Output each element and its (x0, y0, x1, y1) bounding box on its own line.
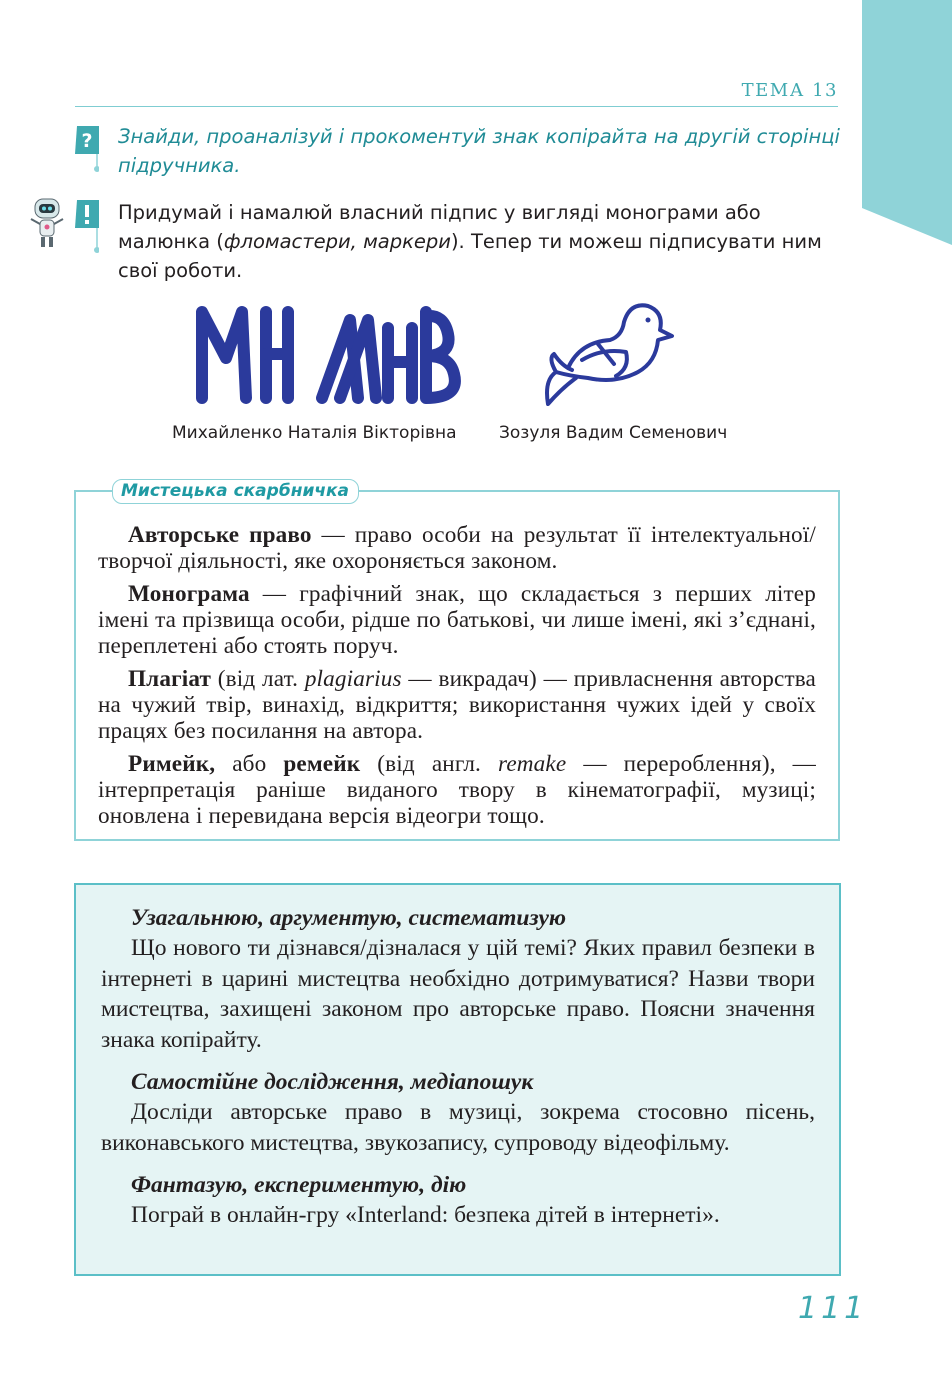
summary-heading-research: Самостійне дослідження, медіапошук (131, 1069, 534, 1095)
definition-copyright (98, 522, 816, 574)
question-task-text: Знайди, проаналізуй і прокоментуй знак копірайта на другій сторінці підручника. (118, 125, 840, 177)
term-remake-2: ремейк (283, 751, 361, 777)
question-mark-icon (75, 124, 99, 184)
term-remake-1: Римейк, (128, 751, 216, 777)
monogram-signature-image (190, 298, 465, 410)
definition-plagiarism-open: (від лат. (211, 666, 305, 692)
definition-plagiarism (98, 666, 816, 744)
definition-monogram-text: — графічний знак, що складається з перших літер імені та прізвища особи, рідше по батькові, чи лише імені, які з’єднані, переплетені або стоять поруч. (98, 581, 816, 659)
definition-remake-text: — перероблення), — інтерпретація раніше виданого твору в кінематографії, музиці; оновлена і перевидана версія відеогри тощо. (98, 751, 816, 829)
robot-mascot-icon (25, 197, 69, 251)
definition-monogram (98, 581, 816, 659)
svg-text:?: ? (81, 130, 93, 152)
definition-copyright-text: — право особи на результат її інтелектуальної/творчої діяльності, яке охороняється законом. (98, 522, 816, 574)
summary-heading-generalize: Узагальнюю, аргументую, систематизую (131, 905, 567, 931)
term-monogram: Монограма (128, 581, 250, 607)
summary-text-fantasize: Пограй в онлайн-гру «Interland: безпека дітей в інтернеті». (131, 1202, 720, 1228)
definition-remake-or: або (215, 751, 284, 777)
practical-task (75, 198, 845, 285)
topic-label: ТЕМА 13 (741, 80, 838, 101)
signature-caption-2: Зозуля Вадим Семенович (499, 423, 728, 443)
definition-plagiarism-text: — викрадач) — привласнення авторства на чужий твір, винахід, відкриття; використання чужих ідей у своїх працях без посилання на автора. (98, 666, 816, 744)
term-plagiarism: Плагіат (128, 666, 212, 692)
definition-remake-open: (від англ. (360, 751, 499, 777)
summary-text-research: Досліди авторське право в музиці, зокрема стосовно пісень, виконавського мистецтва, звукозапису, супроводу відеофільму. (101, 1099, 815, 1156)
practical-task-text-emphasis: фломастери, маркери (223, 230, 451, 253)
practical-task-text (118, 198, 845, 285)
exclamation-mark-icon (75, 200, 99, 260)
signature-caption-1: Михайленко Наталія Вікторівна (172, 423, 457, 443)
art-treasury-box (74, 481, 840, 841)
practical-task-text-part-2: ). Тепер ти можеш підписувати ним свої роботи. (118, 230, 822, 282)
term-remake-english: remake (498, 751, 567, 777)
term-plagiarism-latin: plagiarius (304, 666, 402, 692)
header-rule (75, 106, 838, 107)
summary-box (74, 883, 841, 1276)
page-number: 111 (798, 1291, 868, 1326)
practical-task-text-part-1: Придумай і намалюй власний підпис у вигляді монограми або малюнка ( (118, 201, 761, 253)
summary-text-generalize: Що нового ти дізнався/дізналася у цій темі? Яких правил безпеки в інтернеті в царині мистецтва необхідно дотримуватися? Назви твори мистецтва, захищені законом про авторське право. Поясни значення знака копірайту. (101, 935, 815, 1053)
art-treasury-title: Мистецька скарбничка (112, 479, 359, 504)
question-task (75, 122, 845, 180)
bird-signature-image (540, 296, 680, 412)
summary-heading-fantasize: Фантазую, експериментую, дію (131, 1172, 467, 1198)
definition-remake (98, 751, 816, 829)
term-copyright: Авторське право (128, 522, 312, 548)
